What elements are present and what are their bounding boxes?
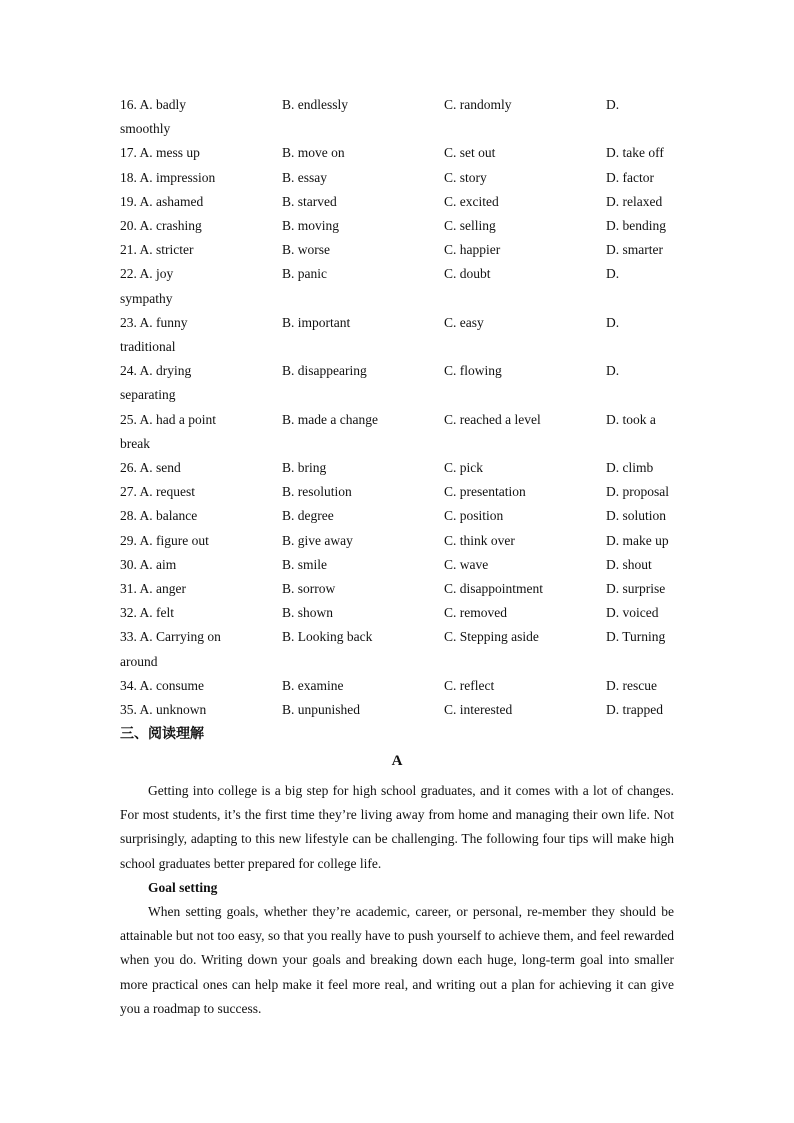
option-c: C. Stepping aside bbox=[444, 629, 539, 645]
option-a: 32. A. felt bbox=[120, 605, 174, 621]
option-row bbox=[120, 359, 680, 383]
option-a: 23. A. funny bbox=[120, 314, 188, 330]
option-d-continuation: separating bbox=[120, 387, 176, 403]
question-item bbox=[120, 238, 680, 262]
option-row bbox=[120, 601, 680, 625]
option-b: B. shown bbox=[282, 605, 334, 621]
option-b: B. give away bbox=[282, 532, 353, 548]
option-a: 20. A. crashing bbox=[120, 218, 202, 234]
question-item bbox=[120, 553, 680, 577]
question-item bbox=[120, 674, 680, 698]
option-a: 30. A. aim bbox=[120, 556, 177, 572]
option-b: B. disappearing bbox=[282, 363, 367, 379]
question-item bbox=[120, 166, 680, 190]
option-c: C. disappointment bbox=[444, 581, 543, 597]
question-item bbox=[120, 529, 680, 553]
question-item bbox=[120, 93, 680, 141]
option-row bbox=[120, 311, 680, 335]
option-a: 27. A. request bbox=[120, 484, 195, 500]
option-row bbox=[120, 504, 680, 528]
option-d-continuation: smoothly bbox=[120, 121, 171, 137]
option-a: 24. A. drying bbox=[120, 363, 192, 379]
question-item bbox=[120, 456, 680, 480]
passage-body: When setting goals, whether they’re academic, career, or personal, re-member they should be attainable but not too easy, so that you really have to push yourself to achieve them, and feel rewarded when you do. Writing down your goals and breaking down each huge, long-term goal into smaller more practical ones can help make it feel more real, and writing out a plan for achieving it can give you a roadmap to success. bbox=[120, 904, 674, 1016]
option-a: 22. A. joy bbox=[120, 266, 174, 282]
option-b: B. move on bbox=[282, 145, 345, 161]
option-d-continuation: sympathy bbox=[120, 290, 173, 306]
option-d: D. trapped bbox=[606, 702, 663, 718]
passage-label: A bbox=[391, 753, 403, 769]
option-row bbox=[120, 141, 680, 165]
option-b: B. moving bbox=[282, 218, 340, 234]
question-item bbox=[120, 601, 680, 625]
option-c: C. reflect bbox=[444, 677, 495, 693]
option-a: 28. A. balance bbox=[120, 508, 198, 524]
option-c: C. position bbox=[444, 508, 504, 524]
option-b: B. unpunished bbox=[282, 702, 361, 718]
option-c: C. removed bbox=[444, 605, 507, 621]
option-c: C. presentation bbox=[444, 484, 526, 500]
question-item bbox=[120, 141, 680, 165]
option-a: 25. A. had a point bbox=[120, 411, 216, 427]
passage-intro: Getting into college is a big step for high school graduates, and it comes with a lot of changes. For most students, it’s the first time they’re living away from home and managing their own life. Not surprisingly, adapting to this new lifestyle can be challenging. The following four tips will make high school graduates better prepared for college life. bbox=[120, 783, 674, 871]
option-d: D. shout bbox=[606, 556, 652, 572]
option-d: D. take off bbox=[606, 145, 664, 161]
answer-options bbox=[120, 93, 680, 722]
option-row bbox=[120, 190, 680, 214]
option-b: B. endlessly bbox=[282, 97, 348, 112]
option-row bbox=[120, 529, 680, 553]
option-c: C. pick bbox=[444, 460, 483, 476]
option-b: B. panic bbox=[282, 266, 327, 282]
question-item bbox=[120, 577, 680, 601]
option-d: D. voiced bbox=[606, 605, 659, 621]
passage-subheading: Goal setting bbox=[148, 879, 218, 895]
option-c: C. easy bbox=[444, 314, 484, 330]
option-d-continuation: around bbox=[120, 653, 158, 669]
option-b: B. degree bbox=[282, 508, 334, 524]
option-c: C. happier bbox=[444, 242, 501, 258]
option-d-continuation: traditional bbox=[120, 339, 176, 355]
option-a: 35. A. unknown bbox=[120, 702, 207, 718]
option-b: B. worse bbox=[282, 242, 330, 258]
option-a: 33. A. Carrying on bbox=[120, 629, 221, 645]
question-item bbox=[120, 262, 680, 310]
question-item bbox=[120, 625, 680, 673]
option-d: D. relaxed bbox=[606, 193, 663, 209]
question-item bbox=[120, 408, 680, 456]
passage bbox=[120, 779, 674, 1021]
option-d: D. climb bbox=[606, 460, 654, 476]
option-d: D. bbox=[606, 97, 620, 112]
question-item bbox=[120, 190, 680, 214]
question-item bbox=[120, 480, 680, 504]
option-b: B. made a change bbox=[282, 411, 378, 427]
option-b: B. sorrow bbox=[282, 581, 336, 597]
option-row bbox=[120, 674, 680, 698]
option-row bbox=[120, 625, 680, 649]
option-d: D. rescue bbox=[606, 677, 657, 693]
option-b: B. essay bbox=[282, 169, 327, 185]
question-item bbox=[120, 311, 680, 359]
section-heading: 三、阅读理解 bbox=[120, 726, 204, 742]
option-d: D. took a bbox=[606, 411, 656, 427]
question-item bbox=[120, 698, 680, 722]
option-c: C. doubt bbox=[444, 266, 491, 282]
option-b: B. Looking back bbox=[282, 629, 373, 645]
option-row bbox=[120, 93, 680, 117]
option-a: 29. A. figure out bbox=[120, 532, 209, 548]
option-row bbox=[120, 238, 680, 262]
option-d-continuation: break bbox=[120, 435, 150, 451]
option-d: D. smarter bbox=[606, 242, 663, 258]
option-c: C. selling bbox=[444, 218, 496, 234]
option-c: C. interested bbox=[444, 702, 513, 718]
option-a: 17. A. mess up bbox=[120, 145, 200, 161]
option-a: 21. A. stricter bbox=[120, 242, 194, 258]
option-a: 19. A. ashamed bbox=[120, 193, 204, 209]
option-b: B. examine bbox=[282, 677, 344, 693]
option-a: 26. A. send bbox=[120, 460, 181, 476]
option-c: C. excited bbox=[444, 193, 499, 209]
question-item bbox=[120, 504, 680, 528]
option-b: B. bring bbox=[282, 460, 327, 476]
option-c: C. story bbox=[444, 169, 487, 185]
option-a: 34. A. consume bbox=[120, 677, 204, 693]
option-d: D. Turning bbox=[606, 629, 666, 645]
option-c: C. reached a level bbox=[444, 411, 541, 427]
option-row bbox=[120, 166, 680, 190]
option-a: 31. A. anger bbox=[120, 581, 186, 597]
option-row bbox=[120, 480, 680, 504]
option-row bbox=[120, 262, 680, 286]
option-d: D. bbox=[606, 363, 620, 379]
option-a: 18. A. impression bbox=[120, 169, 216, 185]
option-c: C. wave bbox=[444, 556, 489, 572]
option-d: D. factor bbox=[606, 169, 654, 185]
option-row bbox=[120, 577, 680, 601]
option-d: D. bending bbox=[606, 218, 666, 234]
option-d: D. make up bbox=[606, 532, 669, 548]
option-d: D. surprise bbox=[606, 581, 666, 597]
option-row bbox=[120, 698, 680, 722]
option-c: C. set out bbox=[444, 145, 496, 161]
question-item bbox=[120, 214, 680, 238]
option-row bbox=[120, 408, 680, 432]
option-b: B. smile bbox=[282, 556, 328, 572]
option-c: C. randomly bbox=[444, 97, 512, 112]
option-d: D. proposal bbox=[606, 484, 669, 500]
question-item bbox=[120, 359, 680, 407]
option-b: B. important bbox=[282, 314, 351, 330]
option-row bbox=[120, 553, 680, 577]
option-row bbox=[120, 456, 680, 480]
option-d: D. solution bbox=[606, 508, 667, 524]
option-row bbox=[120, 214, 680, 238]
option-b: B. starved bbox=[282, 193, 337, 209]
option-b: B. resolution bbox=[282, 484, 352, 500]
option-d: D. bbox=[606, 266, 620, 282]
option-c: C. flowing bbox=[444, 363, 502, 379]
option-c: C. think over bbox=[444, 532, 515, 548]
option-d: D. bbox=[606, 314, 620, 330]
option-a: 16. A. badly bbox=[120, 97, 186, 112]
